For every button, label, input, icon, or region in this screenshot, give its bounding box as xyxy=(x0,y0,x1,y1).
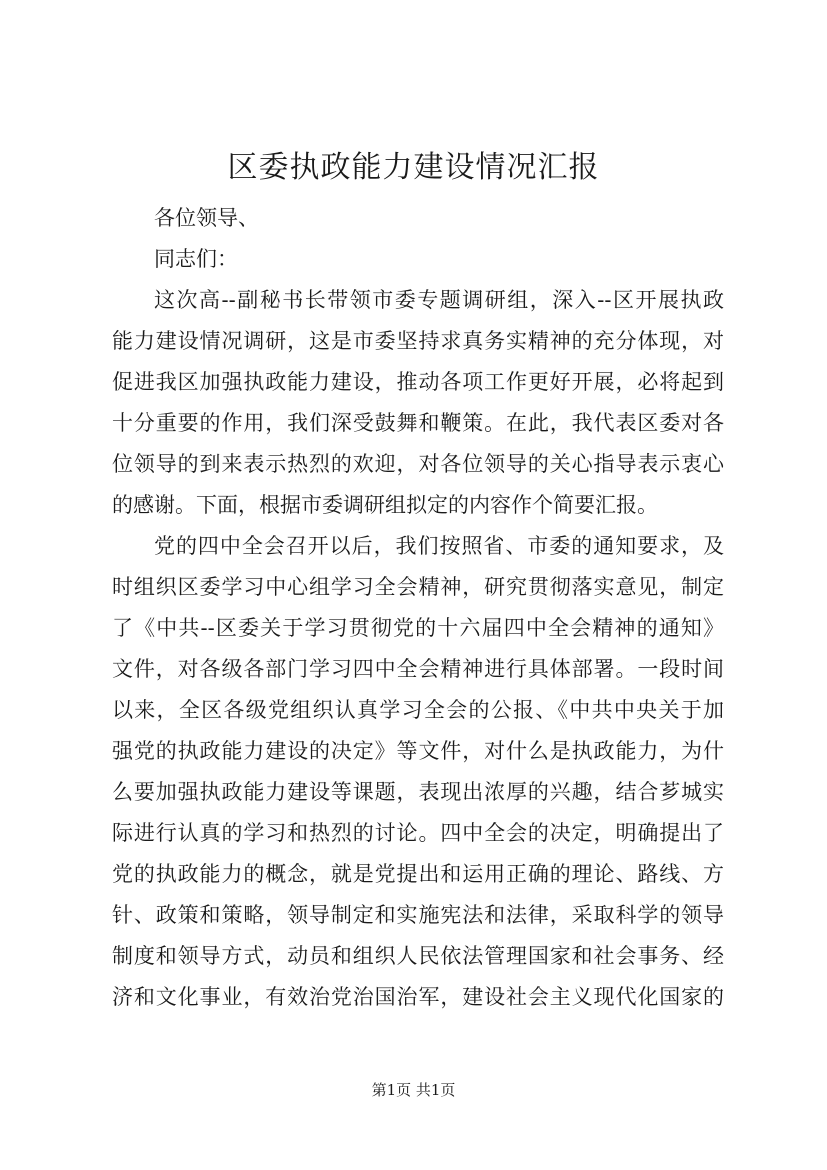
paragraph-line: 时组织区委学习中心组学习全会精神，研究贯彻落实意见，制定 xyxy=(112,575,724,599)
paragraph-line: 这次高--副秘书长带领市委专题调研组，深入--区开展执政 xyxy=(154,288,724,312)
paragraph-line: 了《中共--区委关于学习贯彻党的十六届四中全会精神的通知》 xyxy=(112,616,724,640)
paragraph-line: 十分重要的作用，我们深受鼓舞和鞭策。在此，我代表区委对各 xyxy=(112,411,724,435)
paragraph-line: 际进行认真的学习和热烈的讨论。四中全会的决定，明确提出了 xyxy=(112,821,724,845)
paragraph-line: 党的四中全会召开以后，我们按照省、市委的通知要求，及 xyxy=(154,534,724,558)
paragraph-line: 强党的执政能力建设的决定》等文件，对什么是执政能力，为什 xyxy=(112,739,724,763)
document-title: 区委执政能力建设情况汇报 xyxy=(227,150,600,185)
salutation-line: 各位领导、 xyxy=(154,206,259,230)
paragraph-line: 制度和领导方式，动员和组织人民依法管理国家和社会事务、经 xyxy=(112,944,724,968)
paragraph-line: 促进我区加强执政能力建设，推动各项工作更好开展，必将起到 xyxy=(112,370,724,394)
paragraph-line: 位领导的到来表示热烈的欢迎，对各位领导的关心指导表示衷心 xyxy=(112,452,724,476)
paragraph-line: 能力建设情况调研，这是市委坚持求真务实精神的充分体现，对 xyxy=(112,329,724,353)
paragraph-line: 的感谢。下面，根据市委调研组拟定的内容作个简要汇报。 xyxy=(112,493,658,517)
page-number-footer: 第1页 共1页 xyxy=(371,1081,456,1099)
paragraph-line: 以来，全区各级党组织认真学习全会的公报、《中共中央关于加 xyxy=(112,698,724,722)
document-body xyxy=(112,198,724,1018)
paragraph-line: 么要加强执政能力建设等课题，表现出浓厚的兴趣，结合芗城实 xyxy=(112,780,724,804)
paragraph-line: 针、政策和策略，领导制定和实施宪法和法律，采取科学的领导 xyxy=(112,903,724,927)
salutation-line: 同志们： xyxy=(154,247,238,271)
paragraph-line: 济和文化事业，有效治党治国治军，建设社会主义现代化国家的 xyxy=(112,985,724,1009)
paragraph-line: 党的执政能力的概念，就是党提出和运用正确的理论、路线、方 xyxy=(112,862,724,886)
paragraph-line: 文件，对各级各部门学习四中全会精神进行具体部署。一段时间 xyxy=(112,657,724,681)
